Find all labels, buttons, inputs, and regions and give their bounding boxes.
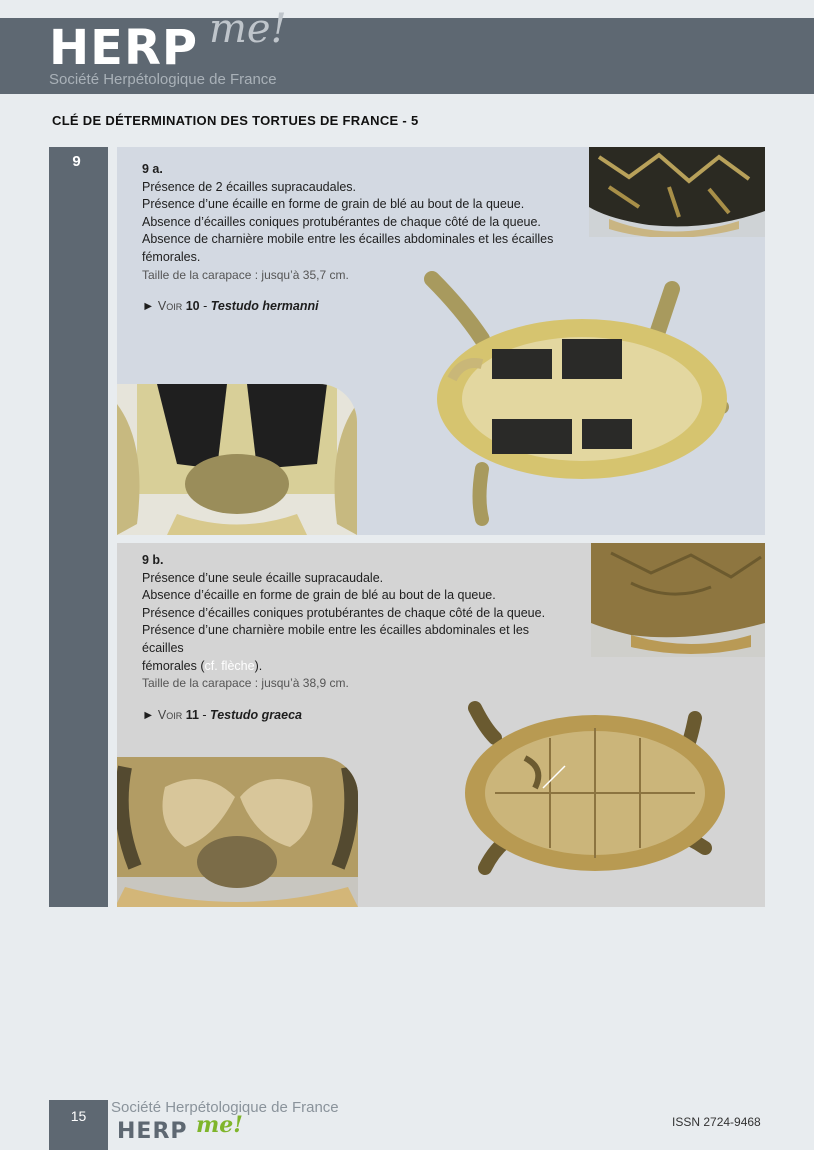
- text-fragment: fémorales (: [142, 658, 205, 673]
- photo-graeca-carapace: [591, 543, 765, 657]
- step-number: 9: [72, 153, 81, 170]
- journal-subtitle: Société Herpétologique de France: [49, 71, 277, 88]
- arrow-right-icon: ►: [142, 299, 155, 314]
- option-b-line: Présence d’écailles coniques protubérantes de chaque côté de la queue.: [142, 605, 546, 620]
- option-a-size: Taille de la carapace : jusqu’à 35,7 cm.: [142, 267, 349, 282]
- option-a-line: Absence d’écailles coniques protubérantes de chaque côté de la queue.: [142, 214, 541, 229]
- photo-hermanni-plastron: [422, 269, 738, 531]
- footer-logo-main: HERP: [117, 1119, 188, 1144]
- option-b-size: Taille de la carapace : jusqu’à 38,9 cm.: [142, 676, 349, 691]
- text-fragment: ).: [254, 658, 263, 673]
- journal-logo-accent: me!: [209, 6, 287, 52]
- footer-society: Société Herpétologique de France: [111, 1099, 339, 1116]
- see-species: Testudo graeca: [210, 707, 302, 722]
- option-a-line: Présence d’une écaille en forme de grain de blé au bout de la queue.: [142, 197, 525, 212]
- page-number: 15: [70, 1108, 87, 1124]
- photo-hermanni-tail: [117, 384, 357, 535]
- step-sidebar: [49, 147, 108, 907]
- option-a-line: Présence de 2 écailles supracaudales.: [142, 179, 357, 194]
- page-title: CLÉ DE DÉTERMINATION DES TORTUES DE FRANCE - 5: [52, 113, 419, 128]
- see-label: Voir: [157, 707, 183, 722]
- option-b-panel: [117, 543, 765, 907]
- arrow-right-icon: ►: [142, 707, 155, 722]
- issn: ISSN 2724-9468: [672, 1115, 761, 1129]
- photo-graeca-tail: [117, 757, 358, 907]
- see-number: 10: [185, 299, 200, 314]
- footer-page-block: [49, 1100, 108, 1150]
- option-b-line: Absence d’écaille en forme de grain de blé au bout de la queue.: [142, 588, 496, 603]
- option-b-line-last: [142, 658, 562, 676]
- photo-hermanni-carapace: [589, 147, 765, 237]
- option-b-heading: 9 b.: [142, 553, 164, 567]
- cf-arrow-note: cf. flèche: [204, 658, 255, 673]
- photo-graeca-plastron: [455, 698, 727, 888]
- journal-logo-main: HERP: [49, 20, 199, 76]
- see-species: Testudo hermanni: [210, 299, 319, 314]
- see-dash: -: [203, 299, 208, 314]
- see-label: Voir: [157, 299, 183, 314]
- option-a-line: Absence de charnière mobile entre les écailles abdominales et les écailles fémorales.: [142, 232, 554, 264]
- see-number: 11: [185, 707, 199, 722]
- option-b-line: Présence d’une charnière mobile entre les écailles abdominales et les écailles: [142, 623, 530, 655]
- option-a-heading: 9 a.: [142, 162, 163, 176]
- see-dash: -: [202, 707, 207, 722]
- footer-logo-accent: me!: [196, 1112, 243, 1138]
- option-a-panel: [117, 147, 765, 535]
- option-b-line: Présence d’une seule écaille supracaudale.: [142, 570, 384, 585]
